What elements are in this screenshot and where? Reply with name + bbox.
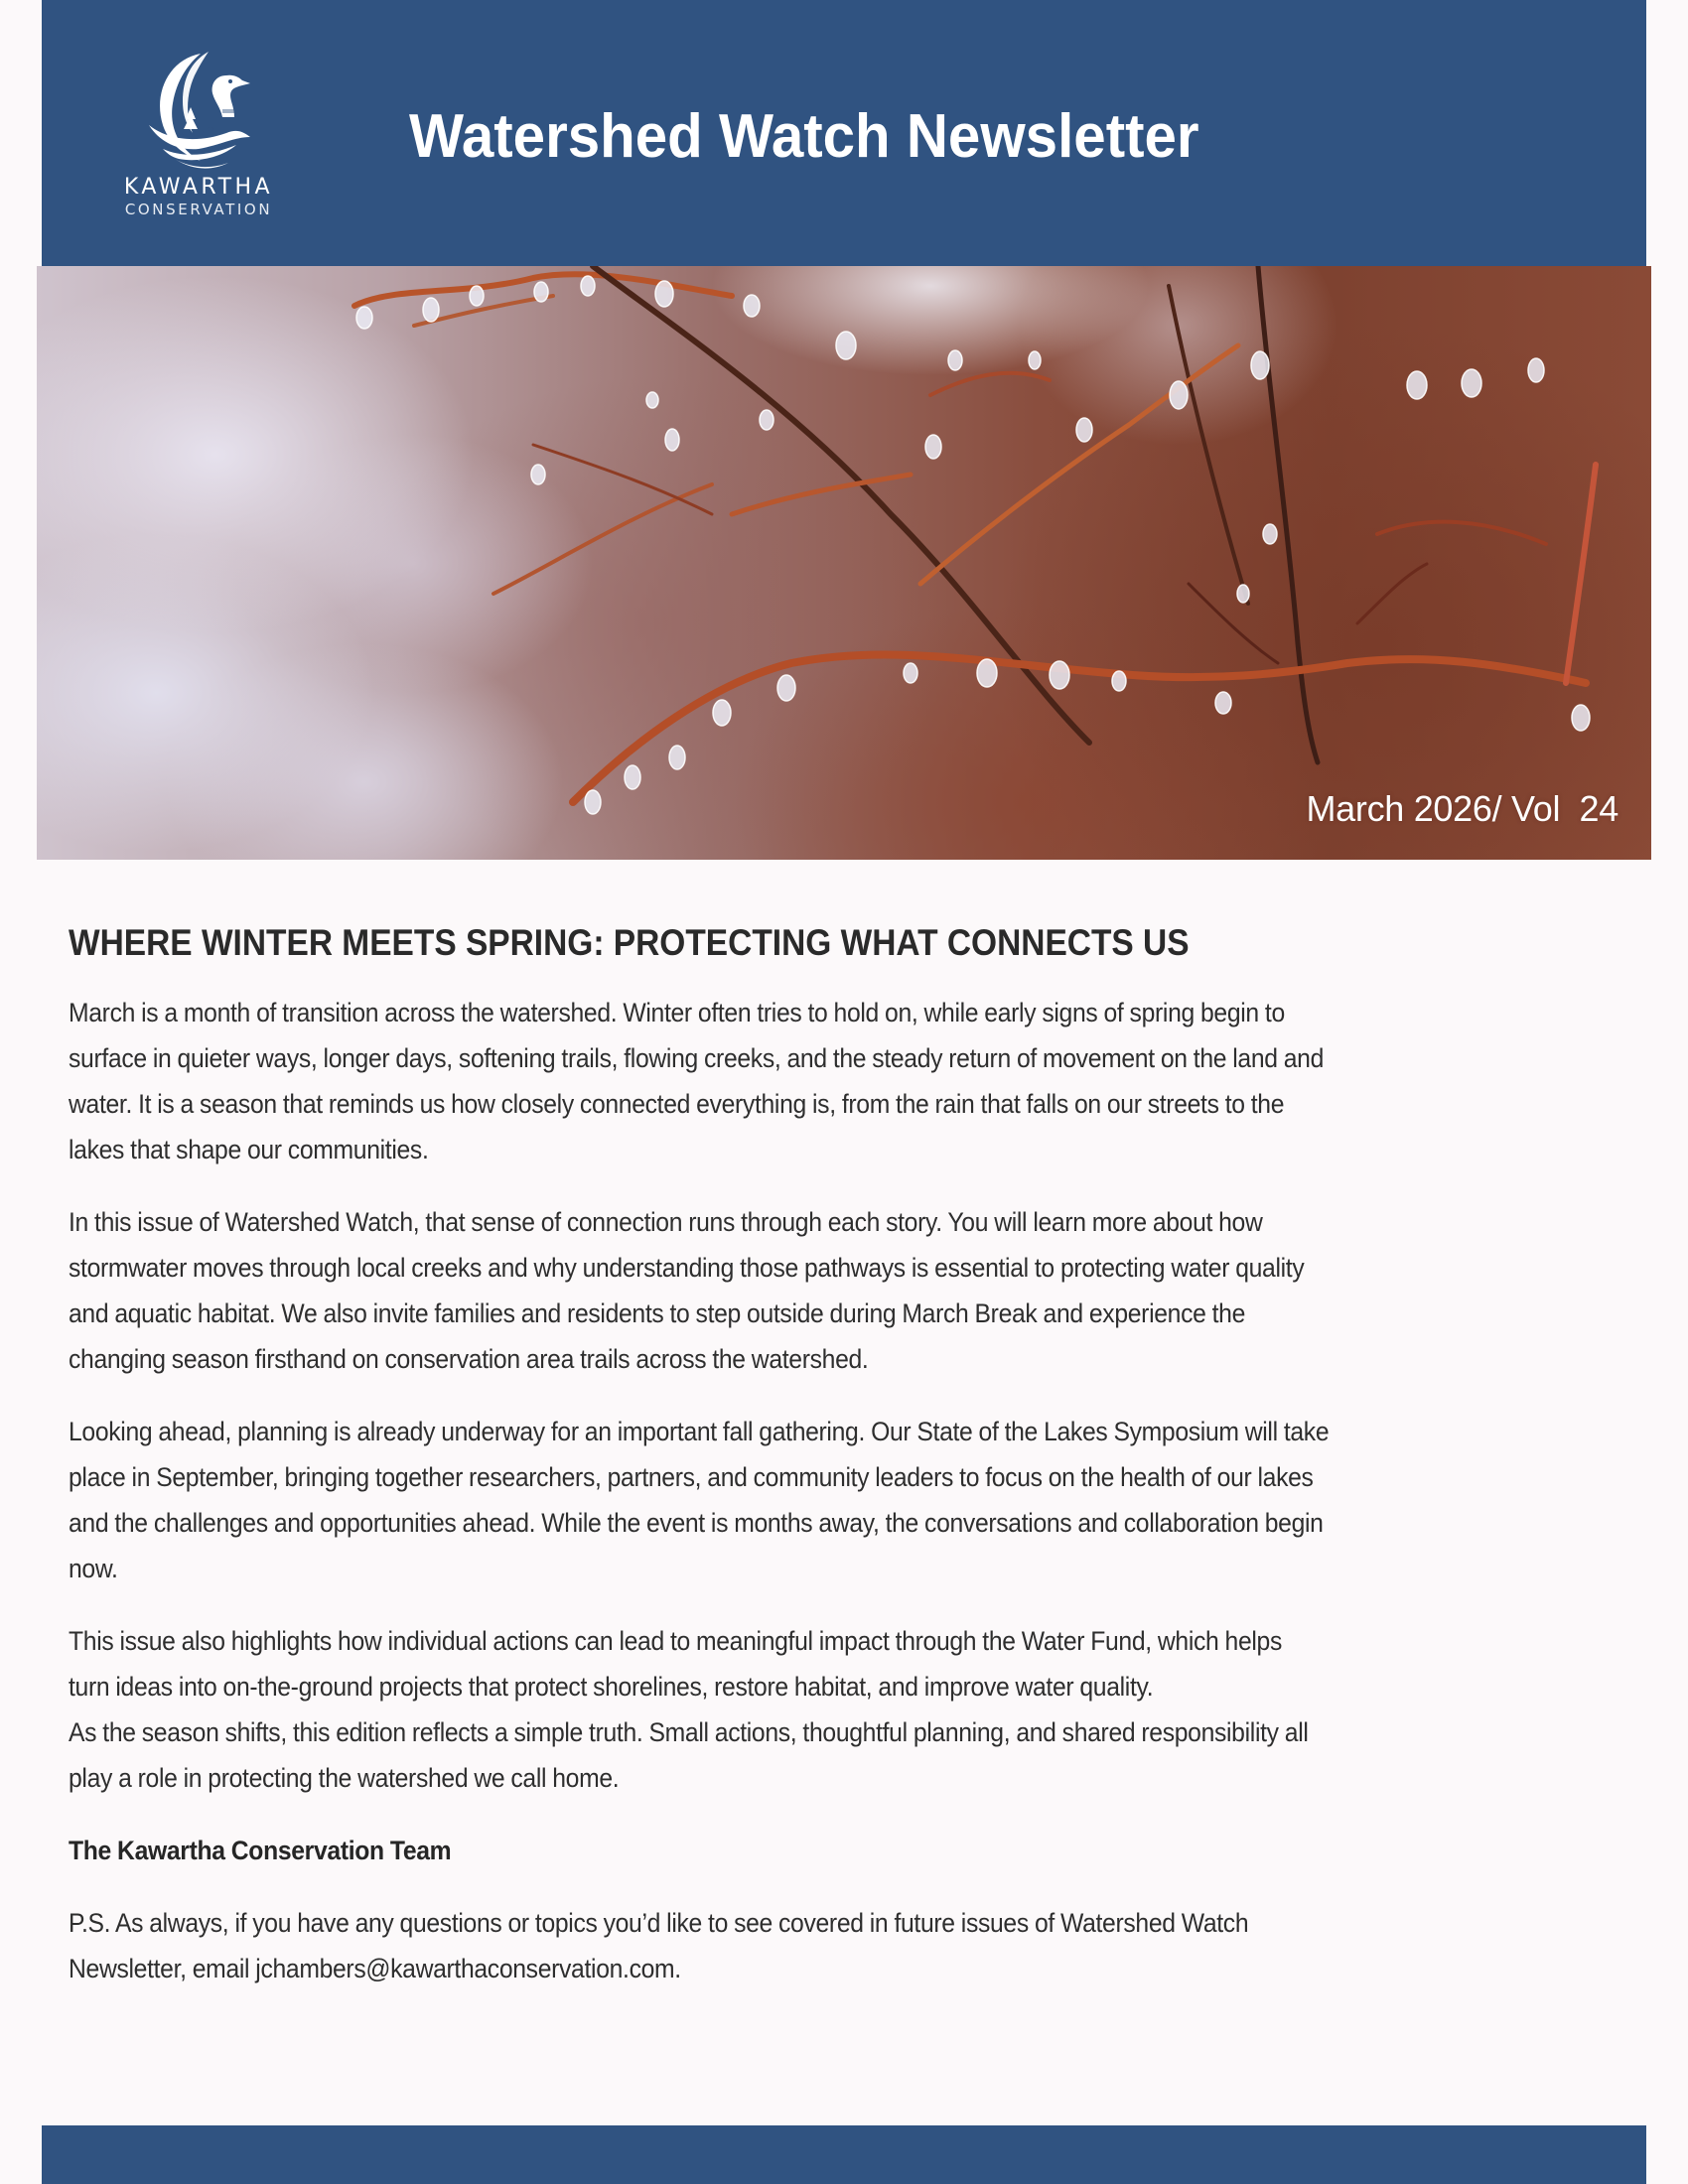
- signoff-text: The Kawartha Conservation Team: [69, 1836, 452, 1865]
- paragraph-line: Looking ahead, planning is already underway for an important fall gathering. Our State of the Lakes Symposium will take: [69, 1417, 1330, 1446]
- signoff: [69, 1828, 1517, 1873]
- footer-bar: [42, 2125, 1646, 2184]
- paragraph-line: and aquatic habitat. We also invite families and residents to step outside during March Break and experience the: [69, 1298, 1246, 1328]
- logo-wordmark-kawartha: KAWARTHA: [123, 175, 274, 200]
- hero-photo: [37, 266, 1651, 860]
- paragraph-line: As the season shifts, this edition reflects a simple truth. Small actions, thoughtful planning, and shared responsibility all: [69, 1717, 1309, 1747]
- paragraph-line: surface in quieter ways, longer days, softening trails, flowing creeks, and the steady return of movement on the land and: [69, 1043, 1325, 1073]
- loon-moon-waves-icon: [139, 46, 268, 170]
- newsletter-header: [42, 0, 1646, 266]
- paragraph-line: water. It is a season that reminds us how closely connected everything is, from the rain that falls on our streets to the: [69, 1089, 1285, 1119]
- paragraph-line: lakes that shape our communities.: [69, 1135, 429, 1164]
- kawartha-conservation-logo: [99, 46, 298, 219]
- paragraph-line: This issue also highlights how individual actions can lead to meaningful impact through the Water Fund, which helps: [69, 1626, 1282, 1656]
- paragraph-line: place in September, bringing together researchers, partners, and community leaders to focus on the health of our lakes: [69, 1462, 1314, 1492]
- article-paragraph-4: [69, 1618, 1517, 1801]
- postscript-line-email[interactable]: Newsletter, email jchambers@kawarthaconservation.com.: [69, 1954, 681, 1983]
- article-paragraph-3: [69, 1409, 1517, 1591]
- branch-illustration: [37, 266, 1651, 860]
- article-paragraph-1: [69, 990, 1517, 1172]
- logo-wordmark-conservation: CONSERVATION: [124, 201, 273, 218]
- paragraph-line: changing season firsthand on conservation area trails across the watershed.: [69, 1344, 869, 1374]
- paragraph-line: stormwater moves through local creeks and why understanding those pathways is essential to protecting water quality: [69, 1253, 1305, 1283]
- paragraph-line: In this issue of Watershed Watch, that sense of connection runs through each story. You will learn more about how: [69, 1207, 1263, 1237]
- article-paragraph-2: [69, 1199, 1517, 1382]
- paragraph-line: March is a month of transition across the watershed. Winter often tries to hold on, while early signs of spring begin to: [69, 998, 1285, 1027]
- postscript-line: P.S. As always, if you have any questions or topics you’d like to see covered in future issues of Watershed Watch: [69, 1908, 1249, 1938]
- article-heading: WHERE WINTER MEETS SPRING: PROTECTING WHAT CONNECTS US: [69, 922, 1190, 963]
- paragraph-line: now.: [69, 1554, 118, 1583]
- newsletter-title: Watershed Watch Newsletter: [409, 102, 1199, 171]
- paragraph-line: turn ideas into on-the-ground projects that protect shorelines, restore habitat, and improve water quality.: [69, 1672, 1154, 1702]
- paragraph-line: play a role in protecting the watershed we call home.: [69, 1763, 620, 1793]
- postscript: [69, 1900, 1517, 1991]
- editorial-article: [69, 917, 1627, 2018]
- issue-date-volume: March 2026/ Vol 24: [1306, 788, 1618, 829]
- paragraph-line: and the challenges and opportunities ahead. While the event is months away, the conversations and collaboration begin: [69, 1508, 1324, 1538]
